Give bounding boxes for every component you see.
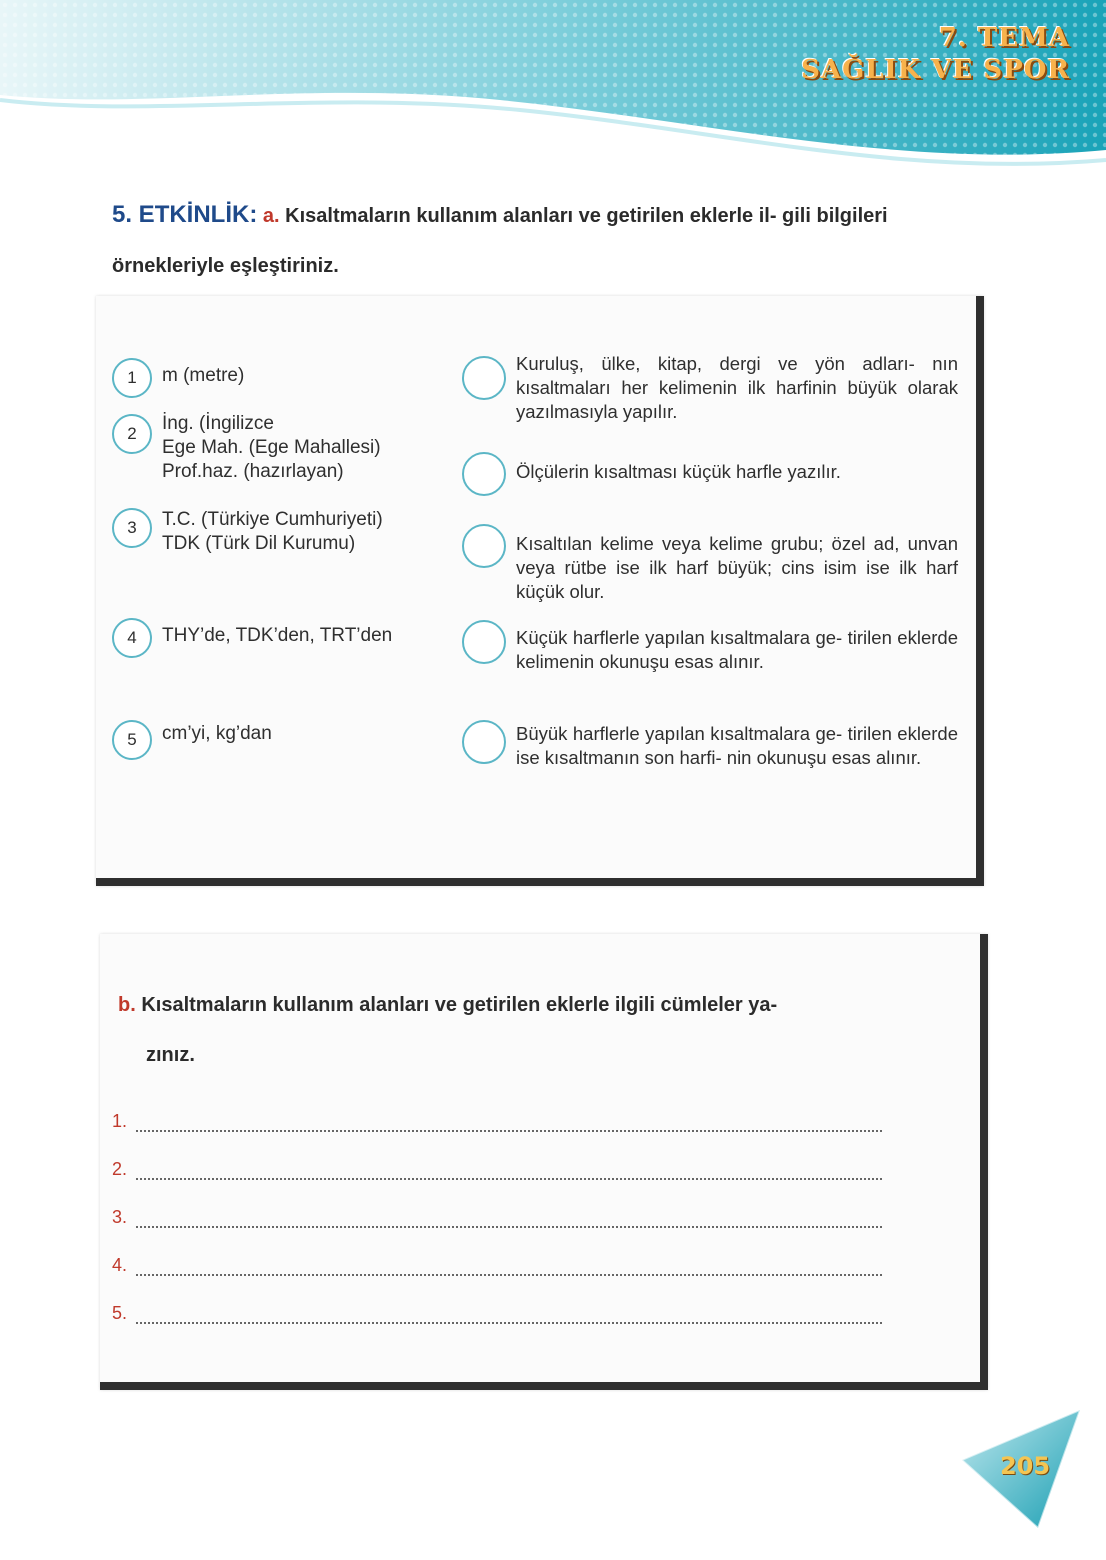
item-number-circle: 5 <box>112 720 152 760</box>
dotted-line <box>136 1306 882 1324</box>
part-b-instruction <box>118 980 958 1080</box>
part-b-text-line1: Kısaltmaların kullanım alanları ve getirilen eklerle ilgili cümleler ya- <box>141 994 778 1016</box>
left-item-5 <box>112 720 272 760</box>
left-item-text: Ege Mah. (Ege Mahallesi) <box>162 437 381 458</box>
right-item-text: Büyük harflerle yapılan kısaltmalara ge- tirilen eklerde ise kısaltmanın son harfi- nin okunuşu esas alınır. <box>516 723 958 768</box>
left-item-text: T.C. (Türkiye Cumhuriyeti) <box>162 509 383 530</box>
left-item-2 <box>112 412 381 484</box>
part-a-instruction: Kısaltmaların kullanım alanları ve getirilen eklerle il- gili bilgileri örnekleriyle eşleştiriniz. <box>112 205 888 277</box>
part-b-text-line2: zınız. <box>146 1044 195 1066</box>
left-item-4 <box>112 618 392 658</box>
line-number: 1. <box>112 1111 128 1131</box>
activity-number: 5. ETKİNLİK: <box>112 201 258 228</box>
left-item-text: Prof.haz. (hazırlayan) <box>162 461 344 482</box>
left-item-text: m (metre) <box>162 365 245 386</box>
line-number: 3. <box>112 1207 128 1227</box>
activity-title <box>112 190 982 291</box>
theme-title: SAĞLIK VE SPOR <box>801 55 1070 85</box>
left-item-3 <box>112 508 383 556</box>
answer-line-1[interactable] <box>112 1106 882 1132</box>
theme-label <box>801 22 1070 86</box>
left-item-1 <box>112 358 244 398</box>
answer-circle[interactable] <box>462 720 506 764</box>
right-item-3 <box>462 524 958 604</box>
line-number: 2. <box>112 1159 128 1179</box>
left-item-text: THY’de, TDK’den, TRT’den <box>162 625 393 646</box>
right-item-2 <box>462 452 958 496</box>
right-item-text: Ölçülerin kısaltması küçük harfle yazılır. <box>516 461 841 482</box>
answer-line-5[interactable] <box>112 1298 882 1324</box>
dotted-line <box>136 1210 882 1228</box>
answer-line-4[interactable] <box>112 1250 882 1276</box>
answer-circle[interactable] <box>462 524 506 568</box>
page-number: 205 <box>999 1452 1051 1480</box>
item-number-circle: 1 <box>112 358 152 398</box>
answer-line-2[interactable] <box>112 1154 882 1180</box>
answer-circle[interactable] <box>462 620 506 664</box>
dotted-line <box>136 1162 882 1180</box>
right-item-5 <box>462 720 958 770</box>
answer-circle[interactable] <box>462 452 506 496</box>
line-number: 5. <box>112 1303 128 1323</box>
right-item-text: Kuruluş, ülke, kitap, dergi ve yön adları- nın kısaltmaları her kelimenin ilk harfinin büyük olarak yazılmasıyla yapılır. <box>516 353 958 422</box>
item-number-circle: 4 <box>112 618 152 658</box>
part-a-letter: a. <box>262 205 280 227</box>
left-item-text: cm’yi, kg’dan <box>162 723 272 744</box>
item-number-circle: 3 <box>112 508 152 548</box>
right-item-text: Kısaltılan kelime veya kelime grubu; özel ad, unvan veya rütbe ise ilk harf büyük; cins isim ise ilk harf küçük olur. <box>516 533 958 602</box>
right-item-1 <box>462 352 958 424</box>
line-number: 4. <box>112 1255 128 1275</box>
answer-circle[interactable] <box>462 356 506 400</box>
left-item-text: TDK (Türk Dil Kurumu) <box>162 533 356 554</box>
dotted-line <box>136 1114 882 1132</box>
dotted-line <box>136 1258 882 1276</box>
theme-number: 7. TEMA <box>938 23 1070 53</box>
answer-line-3[interactable] <box>112 1202 882 1228</box>
right-item-4 <box>462 620 958 674</box>
item-number-circle: 2 <box>112 414 152 454</box>
right-item-text: Küçük harflerle yapılan kısaltmalara ge- tirilen eklerde kelimenin okunuşu esas alınır. <box>516 627 958 672</box>
part-b-letter: b. <box>118 994 136 1016</box>
left-item-text: İng. (İngilizce <box>162 413 274 434</box>
